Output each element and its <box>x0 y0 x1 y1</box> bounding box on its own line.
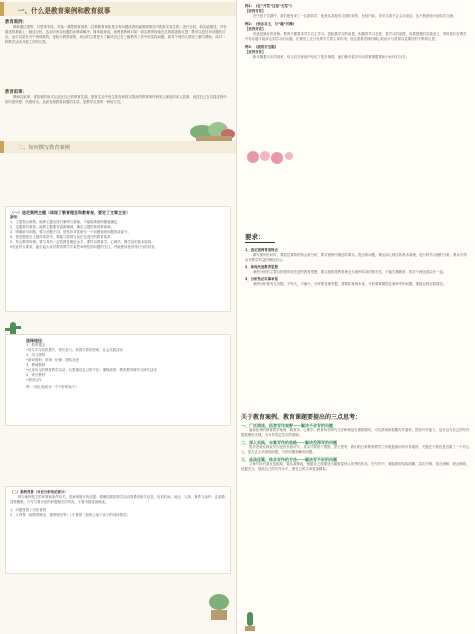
example1-label: 【案例背景】 <box>245 9 266 13</box>
key-point-3-title: 三、品读佳篇，体会写作的方法——解决写不好的问题 <box>241 457 337 462</box>
potted-plant-icon <box>205 592 233 622</box>
background-item-2: 2．大背景（如教育理念、德育理念等）/ 小背景（如班上某个孩子的具体情况） <box>10 513 130 517</box>
small-cactus-icon <box>243 610 257 632</box>
key-point-1-title: 一、广泛阅读，拓宽写作视野——解决不会写的问题 <box>241 423 333 428</box>
choice-item-1: 1．教育观念 <box>26 343 46 347</box>
theme-item-3: 3．明确针对问题，要与论题不同，是有针对性研究一个问题和尚问题的成部分； <box>10 230 131 234</box>
succulent-plant-icon <box>188 112 236 142</box>
banner-accent <box>0 2 4 16</box>
example2-title: 例2：《快乐自主，与“端”共舞》 <box>245 22 296 26</box>
section2-banner <box>0 141 236 153</box>
choice-item-5: 3．教师教研 <box>26 363 46 367</box>
section2-title: 二、如何撰写教育案例 <box>18 145 70 151</box>
req-item-2: 撰写案例分析时，要抓住事物的特点来分析，要对案例中描述的事实，提出的问题，要运用心理学的基本原理，进行科学合理的分析，要从中得出对教学有益的理论启示。 <box>245 253 467 262</box>
flowers-decoration-icon <box>245 148 295 166</box>
theme-item-1: 1．主题契合案例，能够主题出探讨案例与基础，不能脱离案例随意确定； <box>10 220 121 224</box>
case-text: 教师通过观察、反思等手段，对某一典型教育现象（这种教育现象是含有问题或者说疑难情境在内的真实发生的）进行分析，如实地描述，并在描述的基础上，阐述分析、达到对所含问题的诠释或解决。简单地来说，案例是教师对某一真实教育现象在总的描述和反思，既可以是针对问题的讨论，也可以是针对个别现象的，是较小教育现象，其目的主要是为了解决自己在了解教育工作中的实际问题，如对个别幼儿情况了解与帮助，或对一种教学活动开展工作的反思。 <box>5 25 227 44</box>
examples-section <box>245 4 469 144</box>
theme-box-title: （一）选定案例主题（体现了教育理念和教育观，要定了文章主旨） <box>10 210 130 215</box>
choice-box-title: 选择途径： <box>26 338 46 343</box>
left-column <box>0 0 237 634</box>
example3-title: 例3：《我的百宝箱》 <box>245 45 278 49</box>
background-item-1: 1．问题背景 / 实验背景 <box>10 508 46 512</box>
case-definition <box>5 19 227 87</box>
choice-item-3: 2．幼儿规则 <box>26 353 46 357</box>
theme-item-2: 2．定题要有新意，能够主题要有创新精神，确定主题的角度要新颖。 <box>10 225 114 229</box>
example1-text: 在中班下学期中，我们班有来了一位新同学，他是从其他幼儿园转来的，比较内向，在幼儿园不会主动说话、也不愿意和小朋友们交流。 <box>253 14 457 18</box>
example3-text: 新年随着大年的到来，幼儿们在家庭中经历了很多事情，他们都有很多好玩的事情想要和小伙伴们分享。 <box>253 55 409 59</box>
example2-label: 【案例背景】 <box>245 27 266 31</box>
case-label: 教育案例： <box>5 20 27 25</box>
key-point-2-title: 二、深入实践，丰富写作的思路——解决没得写的问题 <box>241 440 337 445</box>
choice-item-4: •游戏规则；常规；纪律；团结友爱 <box>26 358 79 362</box>
key-point-2-text: 很多老师反映说写作没有东西可写，其实只要善于观察、善于思考，我们的日常教育教学工作就是最好的写作素材，关键在于我们是否做了一个有心人，是否去主动发现问题、分析问题和解决问题。 <box>241 445 470 454</box>
choice-box <box>5 334 231 426</box>
req-item-3: 2．体现先进教育思想 <box>245 265 278 269</box>
requirements-title: 要求： <box>245 233 265 241</box>
example1-title: 例1：《在“开荒”还是“无荒”》 <box>245 4 294 8</box>
req-item-4: 案例分析的主要目的是体现先进的教育思想，要注意的是教育理念与案例本身的相关性，不能生搬硬套，将多个理念混杂在一起。 <box>253 270 447 274</box>
section1-banner <box>0 2 236 16</box>
req-item-1: 1．选定案例背景特点 <box>245 248 278 252</box>
background-box-text: 即与案例发生的环境和条件有关，是案例展开的前提；要概括描述教学活动背景的相关信息，包括时间、地点、人物、事件与条件；注意描述要聚焦，只写与要讨论的问题相关的内容，不要为描述而描述。 <box>10 495 225 504</box>
theme-item-5: 5．符合教育规律，要与具有一定的教育理论水平，要符合教育学、心理学、教学论的基本原则。 <box>10 240 155 244</box>
banner-accent-2 <box>0 141 4 153</box>
theme-item-6: 5至此符合要求，能引起大家对教育教学中某些举例性的问题的关注，并能使读者获得行为的启发。 <box>10 245 158 249</box>
right-column <box>237 0 475 634</box>
example3-label: 【案例背景】 <box>245 50 266 54</box>
narrative-label: 教育叙事： <box>5 90 27 95</box>
choice-item-7: 4．家长教材 <box>26 373 46 377</box>
key-points-section <box>241 412 471 612</box>
choice-example: 例：《别让他成为一个不好的孩子》 <box>26 385 79 389</box>
theme-item-4: 4．把论题放在主题体现思考，要能与我国当前正在进行的教育改革； <box>10 235 114 239</box>
requirements-list <box>245 248 469 370</box>
background-box <box>5 486 231 574</box>
theme-box-subtitle: 原则： <box>10 215 21 219</box>
theme-box <box>5 206 231 312</box>
choice-item-8: •家园合作 <box>26 378 42 382</box>
choice-item-2: •幼儿学习动机提升，家长参与；家园关系的密切；社会实践活动 <box>26 348 123 352</box>
background-box-title: （二）案例背景（对应分析结论部分） <box>10 490 68 494</box>
key-points-title: 关于教育案例、教育课题要提出的三点思考： <box>241 414 362 421</box>
section1-title: 一、什么是教育案例和教育叙事 <box>18 7 111 15</box>
req-item-5: 3．分析务必实事求是 <box>245 277 278 281</box>
key-point-1-text: 阅读优秀的教育教学案例、教育学、心理学、教育科学研究方法和理论专著和期刊，可以获取和积累写作素材，提高写作能力，也可以为自己的写作提供理论支撑，为写作奠定坚实的基础。 <box>241 428 470 437</box>
choice-item-6: •记录幼儿的教育教学活动；反思课后自己的不足；课程改革；教育教学研究与研究活动 <box>26 368 157 372</box>
key-point-3-text: 文章写好后要反复推敲，要认真修改，根据自己需要适当地借鉴别人优秀的作品，在写作中，要能做到结构清晰、层次分明、语言流畅、观点鲜明、论据充分，提高自己的写作水平，使自己的文章更加精彩。 <box>241 462 470 471</box>
example2-text: 民族是最好的老师。教育兴趣要求学生自主学习，是积极学习的前提。积极的学习态度，是学习的前提，有着很强的实践意义，同时我们在教学中有乐趣才能体会到学习的乐趣，在课堂上充分发挥学生的主体作用，而这需要老师的精心的设计与准备以及课后的不断的反思。 <box>245 32 467 41</box>
req-item-6: 案例分析要有实有据，不夸大，不缩小，分析要有理有据，要紧扣案例本身，分析要紧紧抓住案例中的问题，要能反映实际情况。 <box>253 282 447 286</box>
narrative-text: 教师以叙事，讲故事的形式记录在自己的教育实践、教育生活中发生的各种真实情况的教育事件和发人深省的动人故事，表述自己在实践过程中的所思所想、所感所为，从而发现教育问题的实质，是教学反思的一种好方式。 <box>5 95 227 104</box>
